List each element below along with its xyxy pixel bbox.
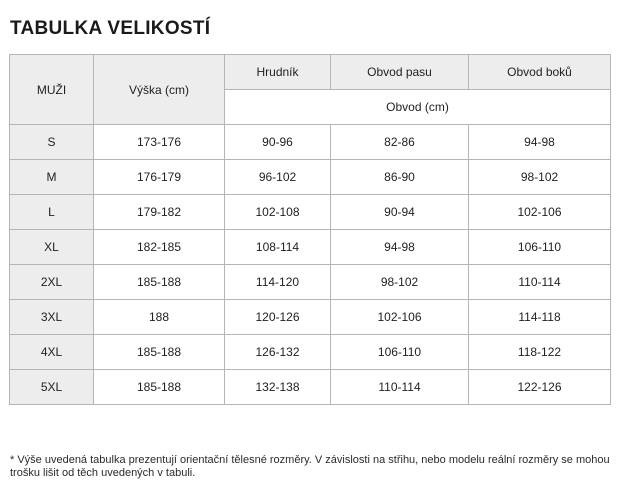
cell-waist: 82-86 — [331, 125, 469, 160]
page-title: TABULKA VELIKOSTÍ — [10, 18, 211, 39]
header-chest: Hrudník — [225, 55, 331, 90]
header-height: Výška (cm) — [94, 55, 225, 125]
cell-hips: 94-98 — [469, 125, 611, 160]
header-waist: Obvod pasu — [331, 55, 469, 90]
cell-hips: 118-122 — [469, 335, 611, 370]
header-group: MUŽI — [10, 55, 94, 125]
cell-chest: 120-126 — [225, 300, 331, 335]
cell-size: M — [10, 160, 94, 195]
footnote: * Výše uvedená tabulka prezentují orientační tělesné rozměry. V závislosti na střihu, nebo modelu reální rozměry se mohou trošku lišit od těch uvedených v tabuli. — [10, 454, 610, 479]
cell-size: XL — [10, 230, 94, 265]
cell-size: 5XL — [10, 370, 94, 405]
cell-size: S — [10, 125, 94, 160]
cell-waist: 90-94 — [331, 195, 469, 230]
cell-height: 185-188 — [94, 370, 225, 405]
table-row — [10, 230, 611, 265]
cell-waist: 106-110 — [331, 335, 469, 370]
cell-height: 185-188 — [94, 265, 225, 300]
cell-hips: 122-126 — [469, 370, 611, 405]
table-row — [10, 265, 611, 300]
cell-size: 4XL — [10, 335, 94, 370]
table-row — [10, 125, 611, 160]
cell-chest: 96-102 — [225, 160, 331, 195]
cell-height: 182-185 — [94, 230, 225, 265]
cell-waist: 110-114 — [331, 370, 469, 405]
cell-chest: 102-108 — [225, 195, 331, 230]
cell-hips: 106-110 — [469, 230, 611, 265]
cell-height: 176-179 — [94, 160, 225, 195]
cell-chest: 126-132 — [225, 335, 331, 370]
table-row — [10, 160, 611, 195]
cell-chest: 90-96 — [225, 125, 331, 160]
size-table — [9, 54, 611, 405]
cell-size: L — [10, 195, 94, 230]
cell-chest: 132-138 — [225, 370, 331, 405]
cell-height: 179-182 — [94, 195, 225, 230]
table-row — [10, 195, 611, 230]
cell-chest: 114-120 — [225, 265, 331, 300]
cell-height: 188 — [94, 300, 225, 335]
cell-hips: 110-114 — [469, 265, 611, 300]
cell-height: 173-176 — [94, 125, 225, 160]
cell-hips: 102-106 — [469, 195, 611, 230]
cell-size: 2XL — [10, 265, 94, 300]
header-circumference: Obvod (cm) — [225, 90, 611, 125]
cell-waist: 86-90 — [331, 160, 469, 195]
cell-size: 3XL — [10, 300, 94, 335]
cell-hips: 114-118 — [469, 300, 611, 335]
table-row — [10, 370, 611, 405]
table-body — [10, 125, 611, 405]
cell-height: 185-188 — [94, 335, 225, 370]
table-row — [10, 335, 611, 370]
cell-waist: 98-102 — [331, 265, 469, 300]
cell-chest: 108-114 — [225, 230, 331, 265]
cell-waist: 102-106 — [331, 300, 469, 335]
cell-hips: 98-102 — [469, 160, 611, 195]
header-hips: Obvod boků — [469, 55, 611, 90]
cell-waist: 94-98 — [331, 230, 469, 265]
table-row — [10, 300, 611, 335]
